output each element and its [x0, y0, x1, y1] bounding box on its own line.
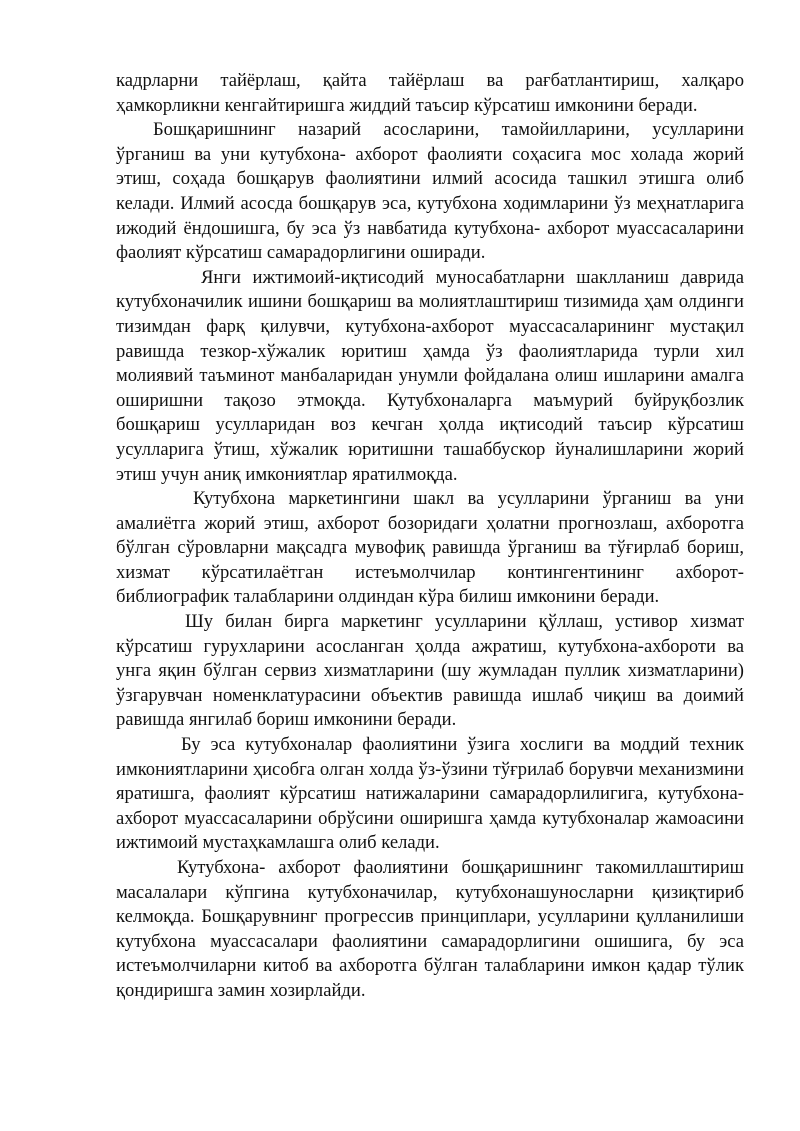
paragraph-4: Кутубхона маркетингини шакл ва усулларини ўрганиш ва уни амалиётга жорий этиш, ахборот бозоридаги ҳолатни прогнозлаш, ахборотга бўлган сўровларни мақсадга мувофиқ равишда ўрганиш ва тўғирлаб бориш, хизмат кўрсатилаётган истеъмолчилар контингентининг ахборот-библиографик талабларини олдиндан кўра билиш имконини беради.	[116, 488, 744, 608]
paragraph-6: Бу эса кутубхоналар фаолиятини ўзига хослиги ва моддий техник имкониятларини ҳисобга олган холда ўз-ўзини тўғрилаб борувчи механизмини яратишга, фаолият кўрсатиш натижаларини самарадорлилигига, кутубхона-ахборот муассасаларини обрўсини оширишга ҳамда кутубхоналар жамоасини ижтимоий мустаҳкамлашга олиб келади.	[116, 734, 744, 854]
paragraph-1: кадрларни тайёрлаш, қайта тайёрлаш ва рағбатлантириш, халқаро ҳамкорликни кенгайтиришга жиддий таъсир кўрсатиш имконини беради.	[116, 70, 744, 116]
paragraph-5: Шу билан бирга маркетинг усулларини қўллаш, устивор хизмат кўрсатиш гурухларини асосланган ҳолда ажратиш, кутубхона-ахбороти ва унга яқин бўлган сервиз хизматларини (шу жумладан пуллик хизматларини) ўзгарувчан номенклатурасини объектив равишда ишлаб чиқиш ва доимий равишда янгилаб бориш имконини беради.	[116, 611, 744, 731]
paragraph-7: Кутубхона- ахборот фаолиятини бошқаришнинг такомиллаштириш масалалари кўпгина кутубхоначилар, кутубхонашуносларни қизиқтириб келмоқда. Бошқарувнинг прогрессив принциплари, усулларини қулланилиши кутубхона муассасалари фаолиятини самарадорлигини ошишига, бу эса истеъмолчиларни китоб ва ахборотга бўлган талабларини имкон қадар тўлик қондиришга замин хозирлайди.	[116, 857, 744, 1001]
paragraph-3: Янги ижтимоий-иқтисодий муносабатларни шаклланиш даврида кутубхоначилик ишини бошқариш ва молиятлаштириш тизимида ҳам олдинги тизимдан фарқ қилувчи, кутубхона-ахборот муассасаларининг мустақил равишда тезкор-хўжалик юритиш ҳамда ўз фаолиятларида турли хил молиявий таъминот манбаларидан унумли фойдалана олиш ишларини амалга оширишни тақозо этмоқда. Кутубхоналарга маъмурий буйруқбозлик бошқариш усулларидан воз кечган ҳолда иқтисодий таъсир кўрсатиш усулларига ўтиш, хўжалик юритишни ташаббускор йуналишларини жорий этиш учун аниқ имкониятлар яратилмоқда.	[116, 266, 744, 485]
document-page	[116, 69, 744, 1004]
paragraph-2: Бошқаришнинг назарий асосларини, тамойилларини, усулларини ўрганиш ва уни кутубхона- ахборот фаолияти соҳасига мос холада жорий этиш, соҳада бошқарув фаолиятини илмий асосида ташкил этишга олиб келади. Илмий асосда бошқарув эса, кутубхона ходимларини ўз меҳнатларига ижодий ёндошишга, бу эса ўз навбатида кутубхона- ахборот муассасаларини фаолият кўрсатиш самарадорлигини оширади.	[116, 119, 744, 264]
